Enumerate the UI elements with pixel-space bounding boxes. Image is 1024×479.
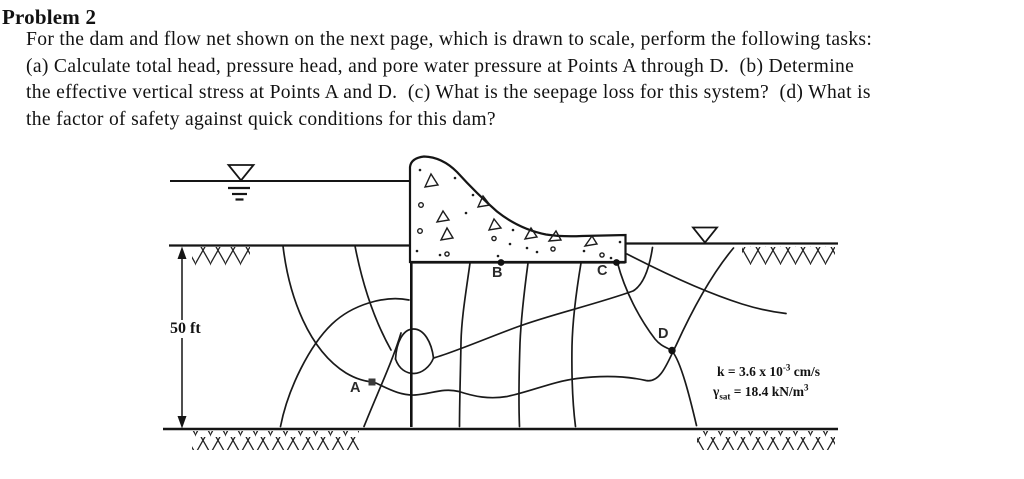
dam-outline <box>410 157 626 263</box>
downstream-water-level-icon <box>693 228 717 243</box>
upstream-water-level-icon <box>229 165 254 181</box>
arrowhead-down-icon <box>178 416 187 429</box>
equipotential-downstream-3 <box>572 263 581 427</box>
base-hatch-left <box>192 431 359 450</box>
flow-line-inner-downstream <box>434 248 653 359</box>
point-C-label: C <box>597 263 608 279</box>
base-hatch-right <box>697 431 835 450</box>
point-B-label: B <box>492 265 503 281</box>
point-D-label: D <box>658 326 669 342</box>
problem-text-line: the factor of safety against quick conditions for this dam? <box>26 109 496 130</box>
equipotential-through-D <box>618 263 697 426</box>
equipotential-downstream-1 <box>460 263 471 427</box>
dam-body <box>410 157 626 263</box>
downstream-ground-hatch <box>742 246 835 265</box>
dimension-label: 50 ft <box>167 320 204 338</box>
permeability-base: k = 3.6 x 10 <box>717 364 783 379</box>
gamma-subscript: sat <box>719 391 731 402</box>
flow-line-inner-upstream <box>355 246 391 350</box>
flow-net-lines <box>281 246 787 427</box>
problem-text-line: For the dam and flow net shown on the next page, which is drawn to scale, perform the following tasks: <box>26 29 873 50</box>
problem-text-line: the effective vertical stress at Points A and D. (c) What is the seepage loss for this system? (d) What is <box>26 82 871 103</box>
problem-text-line: (a) Calculate total head, pressure head, and pore water pressure at Points A through D. (b) Determine <box>26 56 855 77</box>
flow-line-through-A-D <box>283 246 734 398</box>
pile-tip-bulb-lower <box>396 358 434 374</box>
point-A-marker <box>369 379 376 386</box>
upstream-ground-hatch <box>192 247 250 266</box>
gamma-exponent: 3 <box>804 382 809 393</box>
point-A-label: A <box>350 380 361 396</box>
gamma-value: = 18.4 kN/m <box>730 384 805 399</box>
permeability-unit: cm/s <box>790 364 820 379</box>
permeability-annotation <box>717 364 820 380</box>
point-D-marker <box>668 347 675 354</box>
arrowhead-up-icon <box>178 247 187 260</box>
unit-weight-annotation <box>713 384 809 400</box>
problem-title: Problem 2 <box>2 5 97 29</box>
permeability-exponent: -3 <box>782 362 791 373</box>
water-dashes <box>228 188 250 200</box>
point-C-marker <box>613 259 620 266</box>
gamma-symbol: γ <box>713 384 720 399</box>
equipotential-downstream-2 <box>519 263 528 427</box>
